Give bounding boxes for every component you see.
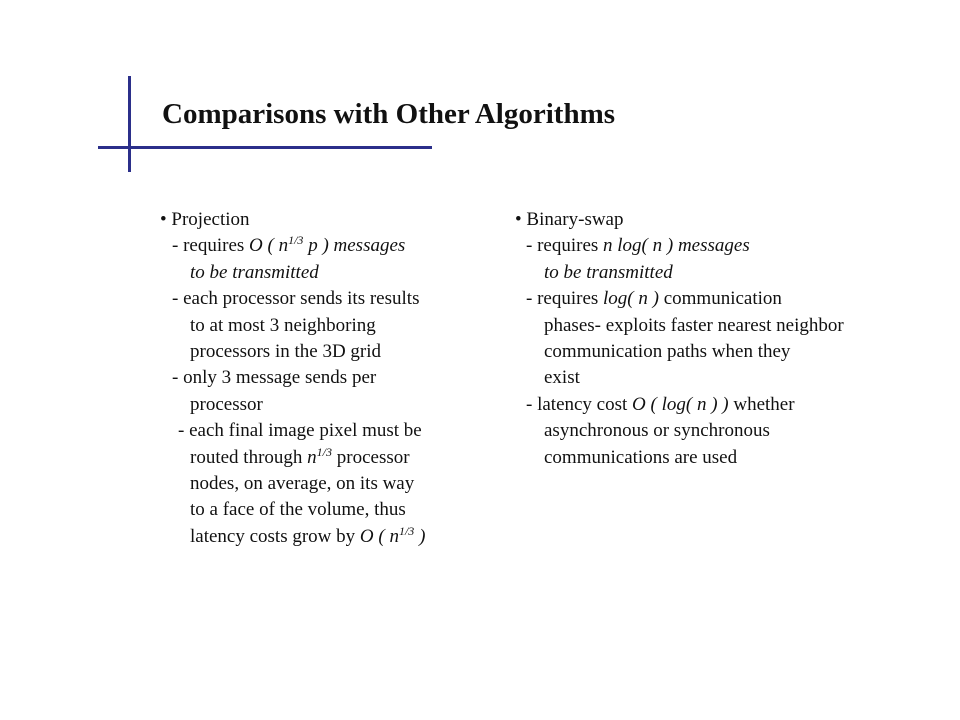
projection-heading: • Projection [160, 209, 250, 230]
projection-transmitted-line: to be transmitted [190, 261, 319, 283]
projection-neighbors-line: to at most 3 neighboring [190, 314, 376, 336]
projection-sends-line: - each processor sends its results [172, 288, 420, 310]
projection-grid-line: processors in the 3D grid [190, 340, 382, 362]
binary-swap-transmitted-line: to be transmitted [544, 261, 673, 283]
binary-swap-column [515, 207, 844, 471]
binary-swap-sync-line: asynchronous or synchronous [544, 420, 770, 442]
projection-pixel-line: - each final image pixel must be [178, 420, 422, 442]
binary-swap-paths-line: communication paths when they [544, 340, 791, 362]
projection-routed-line: routed through $n^{1/3}$ processor [190, 444, 410, 468]
binary-swap-latency-line: - latency cost O ( log( n ) ) whether [526, 393, 795, 415]
projection-nodes-line: nodes, on average, on its way [190, 472, 415, 494]
binary-swap-phases-line: - requires log( n ) communication [526, 288, 782, 310]
binary-swap-exist-line: exist [544, 367, 580, 389]
binary-swap-used-line: communications are used [544, 446, 738, 468]
title-accent-vertical-line [128, 76, 131, 172]
slide-title: Comparisons with Other Algorithms [162, 98, 616, 130]
projection-latency-line: latency costs grow by O ( $n^{1/3}$ ) [190, 523, 426, 547]
binary-swap-messages-line: - requires n log( n ) messages [526, 235, 750, 257]
projection-column [160, 207, 425, 550]
binary-swap-neighbor-line: phases- exploits faster nearest neighbor [544, 314, 844, 336]
projection-processor-line: processor [190, 393, 263, 415]
binary-swap-heading: • Binary-swap [515, 209, 624, 230]
projection-messages-line: - requires O ( $n^{1/3}$ p ) messages [172, 233, 406, 257]
projection-only-three-line: - only 3 message sends per [172, 367, 377, 389]
projection-face-line: to a face of the volume, thus [190, 499, 406, 521]
title-accent-horizontal-line [98, 146, 432, 149]
